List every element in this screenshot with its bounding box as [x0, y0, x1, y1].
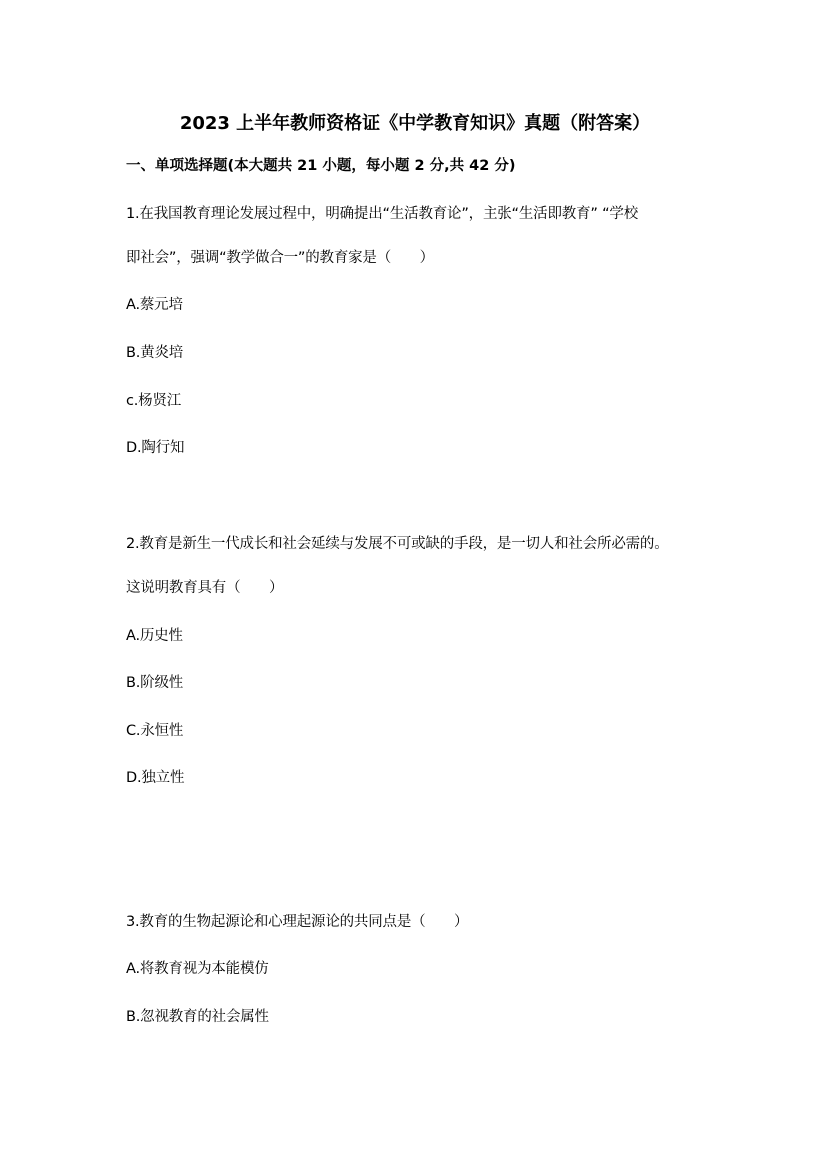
- question-2-option-a: A.历史性: [126, 628, 183, 644]
- question-3-option-b: B.忽视教育的社会属性: [126, 1009, 269, 1025]
- question-1-text-line-2: 即社会”，强调“教学做合一”的教育家是（ ）: [126, 250, 434, 266]
- question-3-text-line-1: 3.教育的生物起源论和心理起源论的共同点是（ ）: [126, 914, 469, 930]
- question-1-option-c: c.杨贤江: [126, 393, 182, 409]
- question-3-option-a: A.将教育视为本能模仿: [126, 961, 269, 977]
- question-1-option-a: A.蔡元培: [126, 297, 183, 313]
- question-2-text-line-1: 2.教育是新生一代成长和社会延续与发展不可或缺的手段，是一切人和社会所必需的。: [126, 536, 669, 552]
- question-1-text-line-1: 1.在我国教育理论发展过程中，明确提出“生活教育论”，主张“生活即教育” “学校: [126, 206, 639, 222]
- document-title: 2023 上半年教师资格证《中学教育知识》真题（附答案）: [179, 113, 651, 134]
- question-1-option-d: D.陶行知: [126, 440, 185, 456]
- section-header: 一、单项选择题(本大题共 21 小题，每小题 2 分,共 42 分): [126, 158, 516, 174]
- question-2-text-line-2: 这说明教育具有（ ）: [126, 580, 284, 596]
- question-2-option-b: B.阶级性: [126, 675, 184, 691]
- question-1-option-b: B.黄炎培: [126, 345, 184, 361]
- question-2-option-d: D.独立性: [126, 770, 185, 786]
- question-2-option-c: C.永恒性: [126, 723, 184, 739]
